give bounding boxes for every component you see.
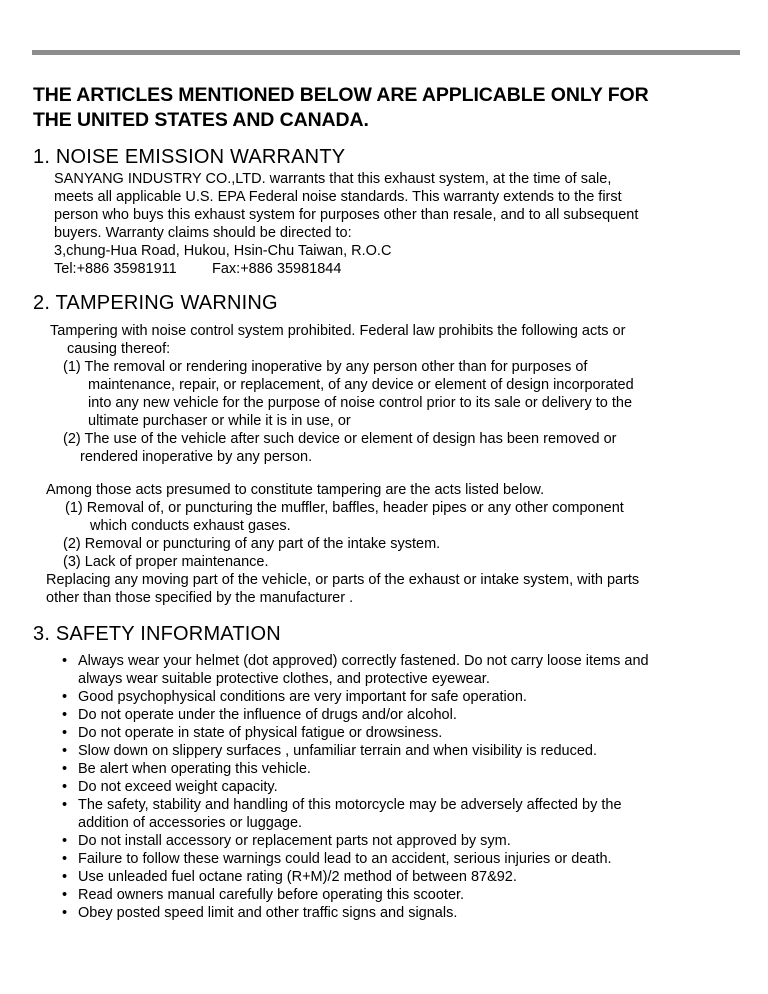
- tampering-line: (2) Removal or puncturing of any part of the intake system.: [63, 536, 441, 552]
- safety-item: The safety, stability and handling of this motorcycle may be adversely affected by the: [78, 797, 622, 813]
- bullet-icon: •: [62, 689, 68, 705]
- tampering-line: (1) Removal of, or puncturing the muffler, baffles, header pipes or any other component: [65, 500, 624, 516]
- tampering-line: which conducts exhaust gases.: [90, 518, 291, 534]
- top-divider: [32, 50, 740, 55]
- tampering-line: into any new vehicle for the purpose of noise control prior to its sale or delivery to the: [88, 395, 633, 411]
- bullet-icon: •: [62, 725, 68, 741]
- tampering-line: maintenance, repair, or replacement, of any device or element of design incorporated: [88, 377, 634, 393]
- section-title-tampering-warning: 2. TAMPERING WARNING: [33, 292, 278, 314]
- noise-warranty-line: person who buys this exhaust system for purposes other than resale, and to all subsequent: [54, 207, 639, 223]
- safety-item: addition of accessories or luggage.: [78, 815, 303, 831]
- noise-warranty-line: SANYANG INDUSTRY CO.,LTD. warrants that this exhaust system, at the time of sale,: [54, 171, 612, 187]
- noise-warranty-line: meets all applicable U.S. EPA Federal noise standards. This warranty extends to the first: [54, 189, 622, 205]
- noise-warranty-line: buyers. Warranty claims should be directed to:: [54, 225, 352, 241]
- bullet-icon: •: [62, 743, 68, 759]
- safety-item: Read owners manual carefully before operating this scooter.: [78, 887, 465, 903]
- noise-warranty-address: 3,chung-Hua Road, Hukou, Hsin-Chu Taiwan, R.O.C: [54, 243, 392, 259]
- tampering-line: rendered inoperative by any person.: [80, 449, 313, 465]
- heading-line-1: THE ARTICLES MENTIONED BELOW ARE APPLICABLE ONLY FOR: [33, 84, 649, 106]
- tampering-line: Tampering with noise control system prohibited. Federal law prohibits the following acts or: [50, 323, 626, 339]
- safety-item: Use unleaded fuel octane rating (R+M)/2 method of between 87&92.: [78, 869, 517, 885]
- safety-item: Be alert when operating this vehicle.: [78, 761, 311, 777]
- bullet-icon: •: [62, 707, 68, 723]
- bullet-icon: •: [62, 905, 68, 921]
- tampering-line: (1) The removal or rendering inoperative by any person other than for purposes of: [63, 359, 588, 375]
- safety-item: Failure to follow these warnings could lead to an accident, serious injuries or death.: [78, 851, 612, 867]
- tampering-line: other than those specified by the manufacturer .: [46, 590, 354, 606]
- section-title-noise-warranty: 1. NOISE EMISSION WARRANTY: [33, 146, 346, 168]
- safety-item: Do not operate in state of physical fatigue or drowsiness.: [78, 725, 443, 741]
- bullet-icon: •: [62, 779, 68, 795]
- section-title-safety-information: 3. SAFETY INFORMATION: [33, 623, 281, 645]
- bullet-icon: •: [62, 761, 68, 777]
- safety-item: Good psychophysical conditions are very important for safe operation.: [78, 689, 527, 705]
- bullet-icon: •: [62, 653, 68, 669]
- tampering-line: causing thereof:: [67, 341, 171, 357]
- safety-item: Do not exceed weight capacity.: [78, 779, 278, 795]
- tampering-line: Replacing any moving part of the vehicle, or parts of the exhaust or intake system, with parts: [46, 572, 640, 588]
- tampering-line: (2) The use of the vehicle after such device or element of design has been removed or: [63, 431, 617, 447]
- heading-line-2: THE UNITED STATES AND CANADA.: [33, 109, 369, 131]
- safety-item: Always wear your helmet (dot approved) correctly fastened. Do not carry loose items and: [78, 653, 649, 669]
- page-heading: [33, 83, 649, 133]
- safety-item: Do not operate under the influence of drugs and/or alcohol.: [78, 707, 457, 723]
- tampering-line: Among those acts presumed to constitute tampering are the acts listed below.: [46, 482, 545, 498]
- safety-item: Slow down on slippery surfaces , unfamiliar terrain and when visibility is reduced.: [78, 743, 598, 759]
- bullet-icon: •: [62, 833, 68, 849]
- safety-item: always wear suitable protective clothes, and protective eyewear.: [78, 671, 490, 687]
- bullet-icon: •: [62, 887, 68, 903]
- bullet-icon: •: [62, 851, 68, 867]
- tampering-line: ultimate purchaser or while it is in use, or: [88, 413, 351, 429]
- noise-warranty-tel: Tel:+886 35981911: [54, 261, 177, 277]
- noise-warranty-fax: Fax:+886 35981844: [212, 261, 342, 277]
- safety-item: Do not install accessory or replacement parts not approved by sym.: [78, 833, 511, 849]
- safety-item: Obey posted speed limit and other traffic signs and signals.: [78, 905, 458, 921]
- tampering-line: (3) Lack of proper maintenance.: [63, 554, 269, 570]
- bullet-icon: •: [62, 797, 68, 813]
- bullet-icon: •: [62, 869, 68, 885]
